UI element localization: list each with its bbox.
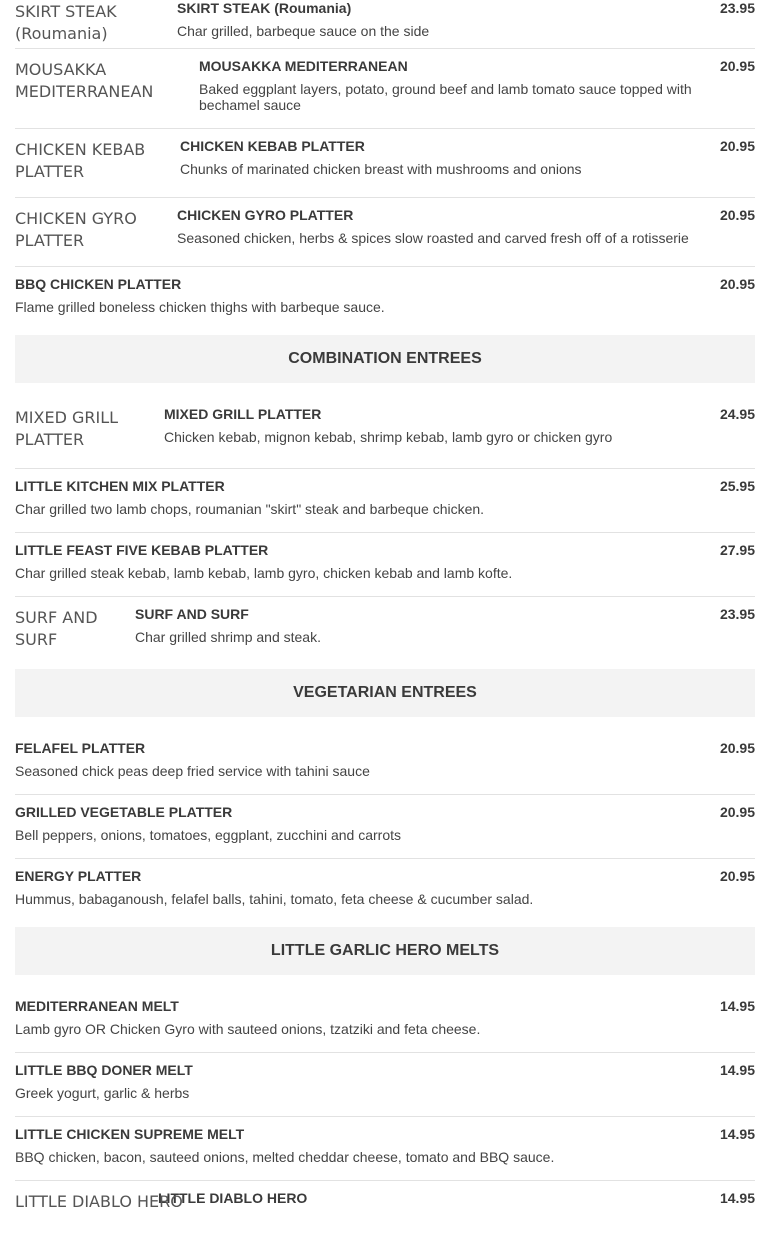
item-description: Chunks of marinated chicken breast with mushrooms and onions bbox=[180, 161, 582, 177]
menu-item[interactable] bbox=[15, 533, 755, 597]
menu-item[interactable] bbox=[15, 1053, 755, 1117]
menu-item[interactable] bbox=[15, 1181, 755, 1241]
menu-item[interactable] bbox=[15, 129, 755, 198]
item-title: MOUSAKKA MEDITERRANEAN bbox=[199, 58, 408, 74]
item-title: BBQ CHICKEN PLATTER bbox=[15, 276, 182, 292]
item-price: 20.95 bbox=[719, 58, 755, 74]
menu-item[interactable] bbox=[15, 731, 755, 795]
menu-item[interactable] bbox=[15, 989, 755, 1053]
item-description: Flame grilled boneless chicken thighs with barbeque sauce. bbox=[15, 299, 385, 315]
item-image bbox=[15, 1183, 183, 1213]
item-price: 25.95 bbox=[719, 478, 755, 494]
item-image bbox=[15, 131, 180, 183]
item-image-alt: MIXED GRILL PLATTER bbox=[15, 408, 119, 449]
item-image-alt: SKIRT STEAK (Roumania) bbox=[15, 2, 117, 43]
item-price: 23.95 bbox=[719, 606, 755, 622]
item-title: ENERGY PLATTER bbox=[15, 868, 142, 884]
section-header-combination: COMBINATION ENTREES bbox=[15, 335, 755, 383]
item-image-alt: MOUSAKKA MEDITERRANEAN bbox=[15, 60, 154, 101]
item-description: Char grilled steak kebab, lamb kebab, lamb gyro, chicken kebab and lamb kofte. bbox=[15, 565, 513, 581]
item-title: MEDITERRANEAN MELT bbox=[15, 998, 179, 1014]
item-price: 24.95 bbox=[719, 406, 755, 422]
item-title: CHICKEN KEBAB PLATTER bbox=[180, 138, 365, 154]
item-description: Baked eggplant layers, potato, ground beef and lamb tomato sauce topped with bechamel sauce bbox=[199, 81, 692, 113]
item-price: 14.95 bbox=[719, 1190, 755, 1206]
item-image bbox=[15, 51, 199, 103]
item-title: SKIRT STEAK (Roumania) bbox=[177, 0, 352, 16]
item-price: 20.95 bbox=[719, 804, 755, 820]
item-description: Seasoned chicken, herbs & spices slow roasted and carved fresh off of a rotisserie bbox=[177, 230, 689, 246]
item-title: CHICKEN GYRO PLATTER bbox=[177, 207, 354, 223]
item-title: MIXED GRILL PLATTER bbox=[164, 406, 322, 422]
item-title: SURF AND SURF bbox=[135, 606, 249, 622]
item-description: Seasoned chick peas deep fried service with tahini sauce bbox=[15, 763, 370, 779]
item-image-alt: CHICKEN GYRO PLATTER bbox=[15, 209, 137, 250]
item-title: LITTLE BBQ DONER MELT bbox=[15, 1062, 193, 1078]
menu-item[interactable] bbox=[15, 397, 755, 469]
item-description: Char grilled, barbeque sauce on the side bbox=[177, 23, 430, 39]
item-title: LITTLE FEAST FIVE KEBAB PLATTER bbox=[15, 542, 269, 558]
item-description: BBQ chicken, bacon, sauteed onions, melted cheddar cheese, tomato and BBQ sauce. bbox=[15, 1149, 555, 1165]
item-price: 20.95 bbox=[719, 740, 755, 756]
item-description: Lamb gyro OR Chicken Gyro with sauteed onions, tzatziki and feta cheese. bbox=[15, 1021, 481, 1037]
item-title: LITTLE DIABLO HERO bbox=[158, 1190, 308, 1206]
item-description: Char grilled two lamb chops, roumanian "skirt" steak and barbeque chicken. bbox=[15, 501, 485, 517]
item-image bbox=[15, 200, 177, 252]
item-image-alt: LITTLE DIABLO HERO bbox=[15, 1192, 183, 1211]
item-image-alt: SURF AND SURF bbox=[15, 608, 98, 649]
item-description: Greek yogurt, garlic & herbs bbox=[15, 1085, 190, 1101]
menu-item[interactable] bbox=[15, 267, 755, 321]
item-image bbox=[15, 399, 164, 451]
menu-item[interactable] bbox=[15, 795, 755, 859]
item-image bbox=[15, 599, 135, 651]
item-image-alt: CHICKEN KEBAB PLATTER bbox=[15, 140, 146, 181]
item-description: Bell peppers, onions, tomatoes, eggplant, zucchini and carrots bbox=[15, 827, 402, 843]
item-title: LITTLE KITCHEN MIX PLATTER bbox=[15, 478, 225, 494]
item-description: Chicken kebab, mignon kebab, shrimp kebab, lamb gyro or chicken gyro bbox=[164, 429, 613, 445]
section-header-melts: LITTLE GARLIC HERO MELTS bbox=[15, 927, 755, 975]
item-description: Hummus, babaganoush, felafel balls, tahini, tomato, feta cheese & cucumber salad. bbox=[15, 891, 534, 907]
menu-list bbox=[15, 0, 755, 1241]
menu-item[interactable] bbox=[15, 1117, 755, 1181]
menu-item[interactable] bbox=[15, 198, 755, 267]
item-price: 23.95 bbox=[719, 0, 755, 16]
item-title: GRILLED VEGETABLE PLATTER bbox=[15, 804, 233, 820]
item-price: 20.95 bbox=[719, 276, 755, 292]
item-title: LITTLE CHICKEN SUPREME MELT bbox=[15, 1126, 245, 1142]
section-header-vegetarian: VEGETARIAN ENTREES bbox=[15, 669, 755, 717]
item-price: 20.95 bbox=[719, 138, 755, 154]
menu-item[interactable] bbox=[15, 49, 755, 129]
item-description: Char grilled shrimp and steak. bbox=[135, 629, 321, 645]
item-price: 20.95 bbox=[719, 207, 755, 223]
item-image bbox=[15, 0, 177, 45]
menu-item[interactable] bbox=[15, 469, 755, 533]
item-price: 14.95 bbox=[719, 998, 755, 1014]
menu-item[interactable] bbox=[15, 0, 755, 49]
item-price: 14.95 bbox=[719, 1062, 755, 1078]
item-price: 27.95 bbox=[719, 542, 755, 558]
menu-item[interactable] bbox=[15, 859, 755, 913]
menu-item[interactable] bbox=[15, 597, 755, 655]
item-price: 14.95 bbox=[719, 1126, 755, 1142]
item-title: FELAFEL PLATTER bbox=[15, 740, 146, 756]
item-price: 20.95 bbox=[719, 868, 755, 884]
